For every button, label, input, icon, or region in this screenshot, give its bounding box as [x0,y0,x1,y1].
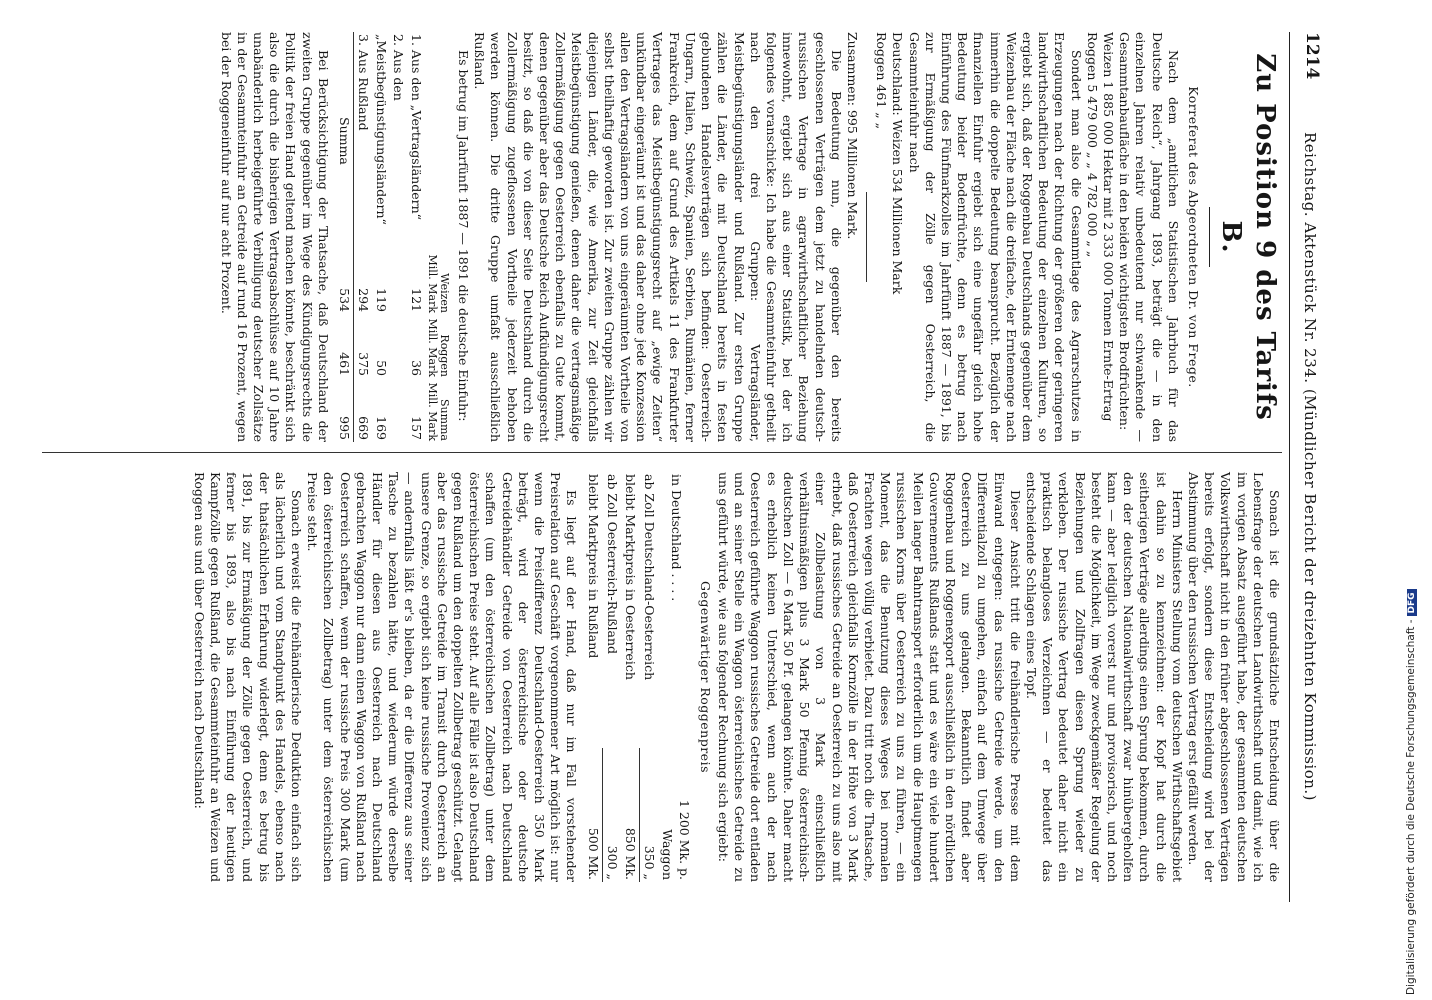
crop-line-wheat: Weizen 1 885 000 Hektar mit 2 333 000 Tonnen Ernte-Ertrag [1100,32,1116,422]
sum-total: 995 [335,378,354,442]
credit-text: Digitalisierung gefördert durch die Deutsche Forschungsgemeinschaft - [1405,619,1417,995]
rotated-document-page [8,12,1328,912]
crop-line-rye: Roggen 5 479 000 „ „ 4 782 000 „ „ [1084,32,1100,258]
price-label: ab Zoll Oesterreich-Rußland [604,474,620,655]
page-number: 1214 [1302,32,1322,80]
price-label: bleibt Marktpreis in Oesterreich [623,474,639,680]
cell-sum: 169 [374,416,390,440]
price-label: ab Zoll Deutschland-Oesterreich [642,474,658,681]
paragraph: Herrn Ministers Stellung vom deutschen Wirthschaftsgebiet ist dahin so zu kennzeichnen: der Kopf hat durch die seitherigen Verträge allerdings einen Sprung bekommen, durch den der deutschen Nationalwirthschaft zwar hinübergeholfen kann — aber lediglich vorerst nur und provisorisch, und noch besteht die Möglichkeit, im Wege zweckgemäßer Regelung der Beziehungen und Zollfragen diesen Sprung wieder zu verkleben. Der russische Vertrag bedeutet daher nicht ein praktisch belangloses Verzeichnen — er bedeutet das entscheidende Schlagen eines Topf. [1023,472,1185,882]
column-header: Weizen Mill. Mark [425,254,451,313]
left-column [217,32,1282,442]
running-title: Reichstag. Aktenstück Nr. 234. (Mündlicher Bericht der dreizehnten Kommission.) [1301,132,1319,802]
cell-sum: 157 [408,416,424,440]
row-label: 3. Aus Rußland [356,34,372,131]
paragraph: Nach dem „amtlichen Statistischen Jahrbuch für das Deutsche Reich“, Jahrgang 1893, beträgt die — in den einzelnen Jahren relativ unbedeutend nur schwankende — Gesammtanbaufläche in den beiden wichtigsten Brodfrüchten: [1117,32,1181,442]
header-rule [1289,32,1290,902]
table-sum-row [335,32,354,442]
price-label: in Deutschland . . . . [668,474,684,602]
row-label: 2. Aus den „Meistbegünstigungsländern“ [374,34,406,225]
import-table [335,32,451,442]
price-value: 350 „ [640,748,659,882]
price-heading: Gegenwärtiger Roggenpreis [697,580,713,773]
paragraph: Es betrug im Jahrfünft 1887 — 1891 die deutsche Einfuhr: [456,50,472,422]
price-value: 500 Mk. [585,827,601,880]
table-row [372,32,406,442]
price-table [583,472,692,882]
title-rule [1209,207,1210,267]
column-header: Summa Mill. Mark [425,382,451,441]
import-total-line: Zusammen: 995 Millionen Mark. [844,32,860,240]
table-row [354,32,373,442]
cell-wheat: 294 [356,288,372,312]
price-row [583,472,602,882]
section-title: Zu Position 9 des Tarifs B. [1216,53,1280,421]
cell-rye: 50 [374,360,390,376]
price-label: bleibt Marktpreis in Rußland [585,474,601,659]
price-value: 1 200 Mk. p. Waggon [660,799,692,880]
sum-rule [866,192,867,282]
paragraph: Die Bedeutung nun, die gegenüber den bereits geschlossenen Verträgen dem jetzt zu handelnden deutsch-russischen Vertrage in agrarwirthschaftlicher Beziehung innewohnt, ergiebt sich aus einer Statistik, bei der ich folgendes voranschicke: Ich habe die Gesammteinfuhr getheilt nach den drei Gruppen: Vertragsländer, Meistbegünstigungsländer und Rußland. Zur ersten Gruppe zählen die Länder, die mit Deutschland bereits in festen gebundenen Handelsverträgen sich befinden: Oesterreich-Ungarn, Italien, Schweiz, Spanien, Serbien, Rumänien, ferner Frankreich, dem auf Grund des Artikels 11 des Frankfurter Vertrages das Meistbegünstigungsrecht auf „ewige Zeiten“ unkündbar eingeräumt ist und das daher ohne jede Konzession allen den Vertragsländern von uns eingeräumten Vortheile von selbst theilhaftig geworden ist. Zur zweiten Gruppe zählen wir diejenigen Länder, die, wie Amerika, zur Zeit gleichfalls Meistbegünstigung genießen, denen daher die vertragsmäßige Zollermäßigung gegen Oesterreich ebenfalls zu Gute kommt, denen gegenüber aber das Deutsche Reich Aufkündigungsrecht besitzt, so daß die von dieser Seite Deutschland durch die Zollermäßigung zugeflossenen Vortheile jederzeit behoben werden können. Die dritte Gruppe umfaßt ausschließlich Rußland. [472,32,844,442]
table-row [407,32,425,442]
price-value: 300 „ [602,748,621,882]
paragraph: Sonach erweist die freihändlerische Deduktion einfach sich als lächerlich und vom Standpunkt des Handels, ebenso nach der thatsächlichen Erfahrung widerlegt, denn es betrug bis 1891, bis zur Ermäßigung der Zölle gegen Oesterreich, und ferner bis 1893, also bis nach Einführung der heutigen Kampfzölle gegen Rußland, die Gesammteinfuhr an Weizen und Roggen aus und über Oesterreich nach Deutschland: [191,472,305,882]
price-row [621,472,640,882]
paragraph: Es liegt auf der Hand, daß nur im Fall vorstehender Preisrelation auf Geschäft vorgenommener Art möglich ist: nur wenn die Preisdifferenz Deutschland-Oesterreich 350 Mark beträgt, wird der österreichische oder deutsche Getreidehändler Getreide von Oesterreich nach Deutschland schaffen (um den österreichischen Zollbetrag) unter dem österreichischen Preise steht. Auf alle Fälle ist also Deutschland gegen Rußland um den doppelten Zollbetrag geschützt. Gelangt aber das russische Getreide im Transit durch Oesterreich an unsere Grenze, so ergiebt sich keine russische Provenienz sich — andernfalls läßt er's bleiben, da er die Differenz aus seiner Tasche zu bezahlen hätte, und wiederum würde derselbe Händler für diesen aus Oesterreich nach Deutschland gebrachten Waggon nur dann einen Waggon von Rußland nach Oesterreich schaffen, wenn der russische Preis 300 Mark (um den österreichischen Zollbetrag) unter dem österreichischen Preise steht. [305,472,580,882]
import-rye-line: Roggen 461 „ „ [874,32,890,130]
price-value: 850 Mk. [623,827,639,880]
table-header-row [425,32,451,442]
price-row [602,472,621,882]
digitization-credit [1405,589,1417,995]
sum-label: Summa [335,32,354,250]
cell-wheat: 119 [374,288,390,312]
paragraph: Sonach ist die grundsätzliche Entscheidung über die Lebensfrage der deutschen Landwirthschaft und damit, wie ich im vorigen Absatz ausgeführt habe, der gesammten deutschen Volkswirthschaft nicht in den früher abgeschlossenen Verträgen bereits erfolgt, sondern diese Entscheidung wird bei der Abstimmung über den russischen Vertrag erst gefällt werden. [1185,472,1282,882]
cell-sum: 669 [356,416,372,440]
sum-wheat: 534 [335,250,354,314]
korreferat-heading: Korreferat des Abgeordneten Dr. von Frege. [1186,86,1201,388]
cell-wheat: 121 [408,288,424,312]
column-header: Roggen Mill. Mark [425,318,451,377]
import-wheat-line: Deutschland: Weizen 534 Millionen Mark [890,32,906,295]
price-row [640,472,659,882]
cell-rye: 375 [356,352,372,376]
row-label: 1. Aus den „Vertragsländern“ [408,34,424,221]
column-divider [42,452,1282,453]
sum-rye: 461 [335,314,354,378]
paragraph: Dieser Ansicht tritt die freihändlerische Presse mit dem Einwand entgegen: das russische Getreide werde, um den Differentialzoll zu umgehen, einfach auf dem Umwege über Oesterreich zu uns gelangen. Bekanntlich findet aber Roggenbau und Roggenexport ausschließlich in den nördlichen Gouvernements Rußlands statt und es wäre ein viele hundert Meilen langer Bahntransport erforderlich um die Hauptmengen russischen Korns über Oesterreich zu uns zu führen, — ein Moment, das die Benutzung dieses Weges bei normalen Frachten wegen völlig verbietet. Dazu tritt noch die Thatsache, daß Oesterreich gleichfalls Kornzölle in der Höhe von 3 Mark erhebt, daß russisches Getreide an Oesterreich zu uns also mit einer Zollbelastung von 3 Mark einschließlich verhältnismäßigen plus 3 Mark 50 Pfennig österreichisch-deutschen Zoll — 6 Mark 50 Pf. gelangen könnte. Daher macht es erheblich keinen Unterschied, wenn auch der nach Oesterreich geführte Waggon russisches Getreide dort entladen und an seiner Stelle ein Waggon österreichisches Getreide zu uns geführt würde, wie aus folgender Rechnung sich ergiebt: [716,472,1023,882]
paragraph: Bei Berücksichtigung der Thatsache, daß Deutschland der zweiten Gruppe gegenüber im Wege des Kündigungsrechts die Politik der freien Hand geltend machen könnte, beschränkt sich also die durch die bisherigen Vertragsabschlüsse auf 10 Jahre unabänderlich herbeigeführte Verbilligung deutscher Zollsätze in der Gesammteinfuhr an Getreide auf rund 16 Prozent, wegen bei der Roggeneinfuhr auf nur acht Prozent. [218,32,331,442]
price-row [658,472,692,882]
dfg-logo: DFG [1407,589,1417,616]
right-column [191,472,1282,882]
cell-rye: 36 [408,360,424,376]
paragraph: Sondert man also die Gesammtlage des Agrarschutzes in Erzeugungen nach der Richtung der größeren oder geringeren landwirthschaftlichen Bedeutung der einzelnen Kulturen, so ergiebt sich, daß der Roggenbau Deutschlands gegenüber dem Weizenbau der Fläche nach die dreifache, der Erntemenge nach immerhin die doppelte Bedeutung beansprucht. Bezüglich der finanziellen Einfuhr ergiebt sich eine ungefähr gleich hohe Bedeutung beider Bodenfrüchte, denn es betrug nach Einführung des Fünfmarkzolles im Jahrfünft 1887 — 1891, bis zur Ermäßigung der Zölle gegen Oesterreich, die Gesammteinfuhr nach [906,32,1084,442]
